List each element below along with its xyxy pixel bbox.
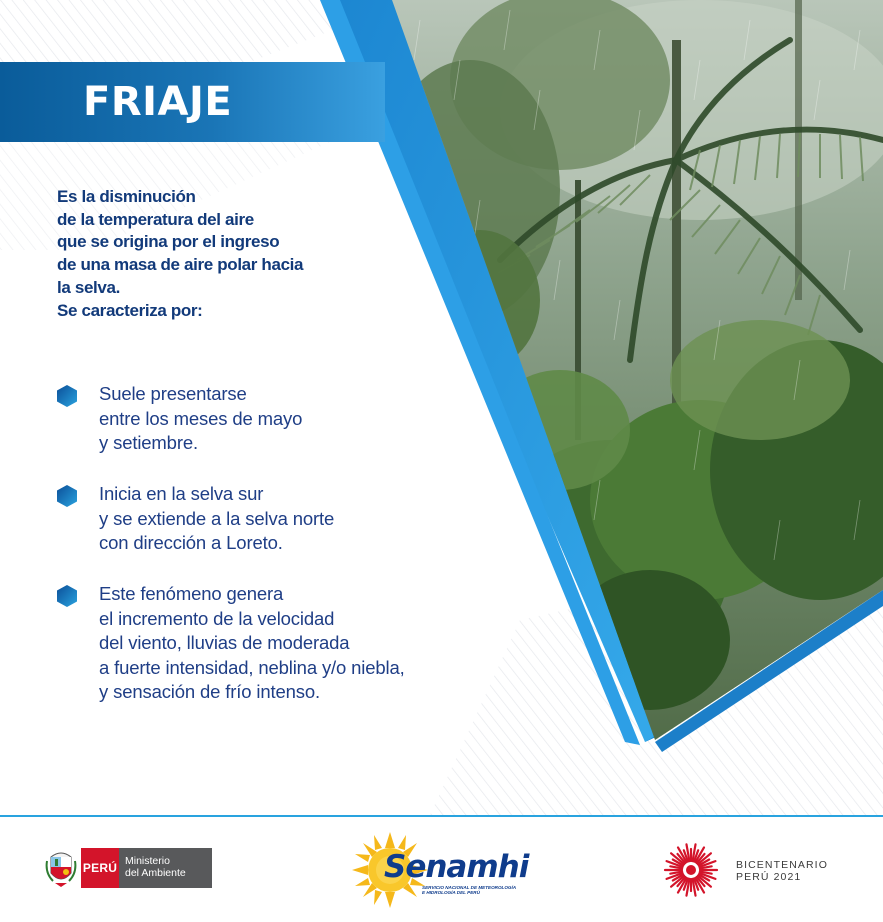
ministry-line: Ministerio bbox=[125, 855, 170, 867]
ministry-label bbox=[119, 848, 212, 888]
page-title: FRIAJE bbox=[83, 79, 233, 125]
bullet-line: y setiembre. bbox=[99, 432, 198, 453]
bicentenario-text bbox=[736, 859, 828, 883]
footer-divider bbox=[0, 815, 883, 817]
senamhi-wordmark: Senamhi bbox=[384, 849, 529, 885]
bullet-line: con dirección a Loreto. bbox=[99, 532, 283, 553]
senamhi-logo bbox=[350, 830, 530, 910]
hexagon-bullet-icon bbox=[57, 585, 77, 607]
bullet-text bbox=[99, 582, 405, 705]
intro-line: que se origina por el ingreso bbox=[57, 232, 280, 252]
intro-paragraph bbox=[57, 186, 397, 322]
bullet-line: y sensación de frío intenso. bbox=[99, 681, 321, 702]
intro-line: Se caracteriza por: bbox=[57, 300, 203, 320]
senamhi-subtitle-line: SERVICIO NACIONAL DE METEOROLOGÍA bbox=[422, 885, 517, 890]
bullet-text bbox=[99, 482, 334, 556]
bullet-line: del viento, lluvias de moderada bbox=[99, 632, 350, 653]
peru-coat-of-arms-icon bbox=[45, 847, 77, 889]
bicentenario-line: BICENTENARIO bbox=[736, 859, 828, 871]
intro-line: Es la disminución bbox=[57, 187, 196, 206]
peru-label: PERÚ bbox=[81, 848, 119, 888]
senamhi-subtitle-line: E HIDROLOGÍA DEL PERÚ bbox=[422, 890, 480, 896]
intro-line: la selva. bbox=[57, 277, 121, 297]
bullet-line: el incremento de la velocidad bbox=[99, 607, 335, 629]
intro-line: de una masa de aire polar hacia bbox=[57, 255, 304, 275]
bullet-line: Suele presentarse bbox=[99, 383, 247, 404]
ministry-line: del Ambiente bbox=[125, 867, 186, 879]
bullet-text bbox=[99, 382, 302, 456]
bullet-line: entre los meses de mayo bbox=[99, 407, 303, 429]
intro-line: de la temperatura del aire bbox=[57, 209, 254, 229]
bullet-line: a fuerte intensidad, neblina y/o niebla, bbox=[99, 656, 405, 678]
bullet-line: y se extiende a la selva norte bbox=[99, 507, 335, 529]
bicentenario-line: PERÚ 2021 bbox=[736, 871, 802, 883]
ministerio-ambiente-logo bbox=[45, 845, 220, 891]
bullet-line: Inicia en la selva sur bbox=[99, 483, 264, 504]
bicentenario-logo bbox=[663, 842, 843, 898]
bullet-line: Este fenómeno genera bbox=[99, 583, 284, 604]
bicentenario-sun-icon bbox=[663, 842, 719, 898]
senamhi-subtitle bbox=[422, 885, 516, 895]
hexagon-bullet-icon bbox=[57, 385, 77, 407]
hexagon-bullet-icon bbox=[57, 485, 77, 507]
